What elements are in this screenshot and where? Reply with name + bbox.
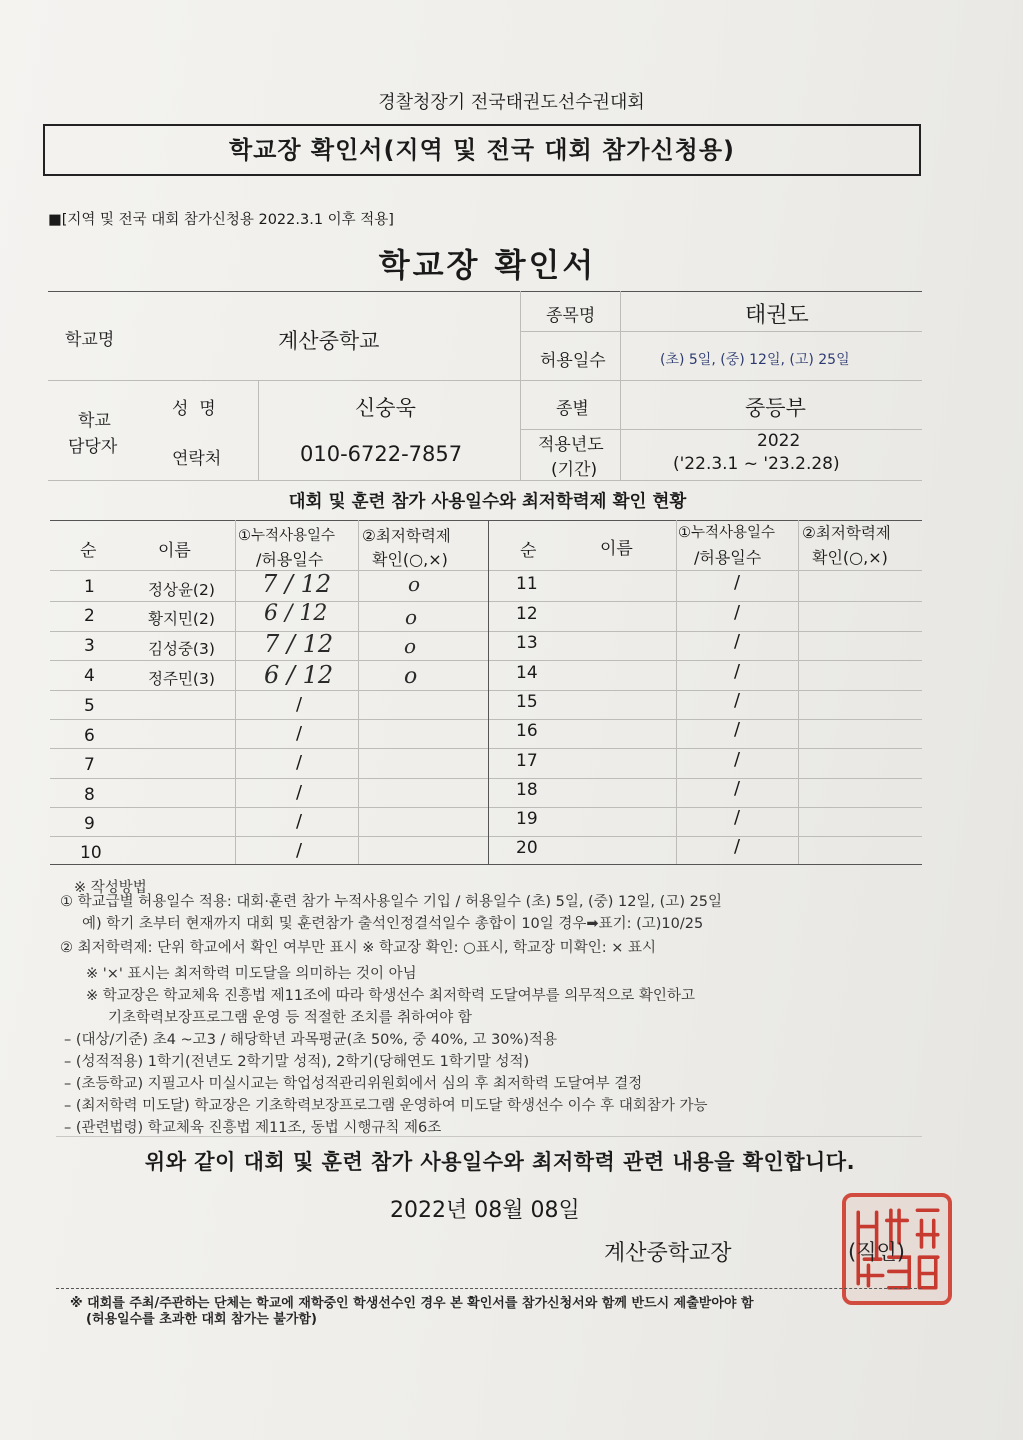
info-line [520, 331, 922, 332]
row-number: 9 [84, 814, 95, 834]
allowed-days-value: (초) 5일, (중) 12일, (고) 25일 [660, 352, 850, 368]
row-number: 7 [84, 755, 95, 775]
row-line [50, 660, 922, 661]
contact-label: 연락처 [172, 449, 222, 469]
footer-note-2: (허용일수를 초과한 대회 참가는 불가함) [86, 1312, 317, 1327]
event-label: 종목명 [546, 306, 596, 326]
days-used: / [296, 782, 303, 803]
row-number: 4 [84, 666, 95, 686]
days-used: / [296, 694, 303, 715]
header-days-line2: /허용일수 [256, 550, 324, 569]
days-used: / [296, 723, 303, 744]
detail-1: – (대상/기준) 초4 ~고3 / 해당학년 과목평균(초 50%, 중 40%, 고 30%)적용 [64, 1032, 557, 1048]
days-used: 6 / 12 [264, 601, 328, 626]
note-2-sub3: 기초학력보장프로그램 운영 등 적절한 조치를 취하여야 함 [108, 1010, 472, 1026]
manager-label-line1: 학교 [78, 411, 111, 431]
status-title: 대회 및 훈련 참가 사용일수와 최저학력제 확인 현황 [288, 492, 687, 512]
year-label-line1: 적용년도 [538, 435, 604, 455]
info-line [48, 380, 922, 381]
manager-name-value: 신숭욱 [355, 396, 416, 420]
days-used: / [734, 572, 741, 593]
days-used: / [734, 631, 741, 652]
year-value: 2022 [757, 431, 801, 451]
school-name-value: 계산중학교 [278, 329, 380, 353]
min-academic-check: o [404, 634, 417, 658]
row-number: 17 [516, 751, 538, 771]
contact-value: 010-6722-7857 [300, 442, 463, 466]
days-used: / [734, 661, 741, 682]
detail-5: – (관련법령) 학교체육 진흥법 제11조, 동법 시행규칙 제6조 [64, 1120, 442, 1136]
footer-divider [56, 1288, 922, 1289]
row-number: 12 [516, 604, 538, 624]
school-name-label: 학교명 [65, 330, 115, 350]
row-number: 3 [84, 636, 95, 656]
note-1: ① 학교급별 허용일수 적용: 대회·훈련 참가 누적사용일수 기입 / 허용일수 (초) 5일, (중) 12일, (고) 25일 [60, 894, 723, 910]
student-name: 김성중(3) [148, 640, 215, 658]
header-days-line1: ①누적사용일수 [238, 528, 336, 544]
header-check-line2: 확인(○,×) [372, 550, 448, 569]
days-used: / [734, 749, 741, 770]
header-days-right-line2: /허용일수 [694, 548, 762, 567]
row-number: 16 [516, 721, 538, 741]
applicability-note: ■[지역 및 전국 대회 참가신청용 2022.3.1 이후 적용] [48, 212, 394, 228]
note-2: ② 최저학력제: 단위 학교에서 확인 여부만 표시 ※ 학교장 확인: ○표시, 학교장 미확인: × 표시 [60, 940, 656, 956]
row-number: 11 [516, 574, 538, 594]
student-name: 정상윤(2) [148, 581, 215, 599]
info-top-border [48, 291, 922, 292]
detail-2: – (성적적용) 1학기(전년도 2학기말 성적), 2학기(당해연도 1학기말 성적) [64, 1054, 530, 1070]
min-academic-check: o [404, 664, 418, 689]
row-number: 14 [516, 663, 538, 683]
days-used: 7 / 12 [264, 630, 334, 658]
header-check-right-line2: 확인(○,×) [812, 548, 888, 567]
status-bottom-border [50, 864, 922, 865]
center-divider [488, 520, 489, 864]
days-used: / [734, 602, 741, 623]
header-check-line1: ②최저학력제 [362, 527, 451, 545]
col-divider [358, 520, 359, 864]
row-number: 18 [516, 780, 538, 800]
status-header-line [50, 570, 922, 571]
footer-note: ※ 대회를 주최/주관하는 단체는 학교에 재학중인 학생선수인 경우 본 확인서를 참가신청서와 함께 반드시 제출받아야 함 [70, 1296, 754, 1311]
row-number: 10 [80, 843, 102, 863]
allowed-days-label: 허용일수 [540, 351, 606, 371]
row-number: 15 [516, 692, 538, 712]
info-divider [620, 291, 621, 480]
form-title: 학교장 확인서(지역 및 전국 대회 참가신청용) [228, 136, 736, 164]
header-check-right-line1: ②최저학력제 [802, 524, 891, 542]
col-divider [798, 520, 799, 864]
row-number: 6 [84, 726, 95, 746]
row-number: 8 [84, 785, 95, 805]
min-academic-check: o [405, 605, 418, 629]
year-label-line2: (기간) [551, 460, 598, 480]
days-used: 6 / 12 [264, 661, 334, 689]
row-line [50, 719, 922, 720]
days-used: / [734, 836, 741, 857]
note-1-example: 예) 학기 초부터 현재까지 대회 및 훈련참가 출석인정결석일수 총합이 10일 경우➡표기: (고)10/25 [82, 916, 704, 932]
issue-date: 2022년 08월 08일 [390, 1198, 580, 1223]
info-line [48, 480, 922, 481]
header-no-right: 순 [520, 541, 537, 561]
info-divider [258, 380, 259, 480]
category-label: 종별 [556, 399, 589, 419]
row-line [50, 690, 922, 691]
row-line [50, 807, 922, 808]
confirmation-statement: 위와 같이 대회 및 훈련 참가 사용일수와 최저학력 관련 내용을 확인합니다. [144, 1150, 856, 1174]
student-name: 황지민(2) [148, 610, 215, 628]
notes-divider [56, 1136, 922, 1137]
days-used: / [296, 811, 303, 832]
detail-3: – (초등학교) 지필고사 미실시교는 학업성적관리위원회에서 심의 후 최저학력 도달여부 결정 [64, 1076, 643, 1092]
col-divider [676, 520, 677, 864]
note-2-sub1: ※ '×' 표시는 최저학력 미도달을 의미하는 것이 아님 [86, 966, 417, 982]
category-value: 중등부 [745, 396, 806, 420]
days-used: / [296, 752, 303, 773]
header-days-right-line1: ①누적사용일수 [678, 525, 776, 541]
detail-4: – (최저학력 미도달) 학교장은 기초학력보장프로그램 운영하여 미도달 학생선수 이수 후 대회참가 가능 [64, 1098, 708, 1114]
row-line [50, 601, 922, 602]
days-used: 7 / 12 [262, 570, 332, 598]
row-number: 20 [516, 838, 538, 858]
note-2-sub2: ※ 학교장은 학교체육 진흥법 제11조에 따라 학생선수 최저학력 도달여부를 의무적으로 확인하고 [86, 988, 695, 1004]
notes-heading: ※ 작성방법 [74, 880, 147, 896]
min-academic-check: o [408, 572, 421, 596]
header-no: 순 [80, 541, 97, 561]
info-divider [520, 291, 521, 480]
days-used: / [734, 807, 741, 828]
principal-title: 계산중학교장 [604, 1241, 732, 1266]
header-name: 이름 [158, 541, 191, 561]
event-value: 태권도 [745, 303, 809, 328]
days-used: / [734, 778, 741, 799]
header-name-right: 이름 [600, 539, 633, 559]
status-top-border [50, 520, 922, 521]
days-used: / [734, 690, 741, 711]
row-number: 1 [84, 577, 95, 597]
row-number: 2 [84, 606, 95, 626]
competition-title: 경찰청장기 전국태권도선수권대회 [378, 92, 645, 113]
row-number: 19 [516, 809, 538, 829]
col-divider [235, 520, 236, 864]
row-line [50, 748, 922, 749]
manager-label-line2: 담당자 [68, 437, 118, 457]
row-line [50, 836, 922, 837]
student-name: 정주민(3) [148, 670, 215, 688]
seal-mark-label: (직인) [848, 1240, 905, 1264]
row-number: 13 [516, 633, 538, 653]
manager-name-label: 성 명 [172, 399, 216, 419]
row-line [50, 778, 922, 779]
row-number: 5 [84, 696, 95, 716]
days-used: / [734, 719, 741, 740]
main-title: 학교장 확인서 [378, 246, 597, 284]
year-period: ('22.3.1 ~ '23.2.28) [673, 454, 840, 474]
title-box [43, 124, 921, 176]
days-used: / [296, 840, 303, 861]
row-line [50, 631, 922, 632]
